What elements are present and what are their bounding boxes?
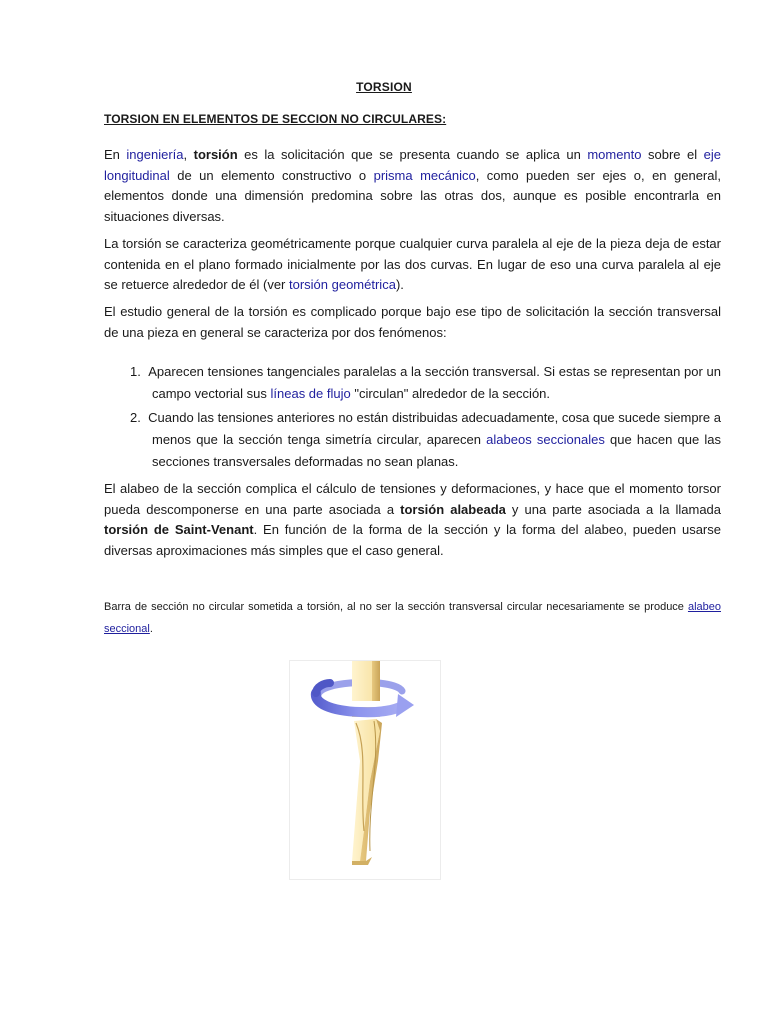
list-item bbox=[104, 407, 721, 473]
inline-link[interactable]: momento bbox=[587, 147, 642, 162]
caption-end: . bbox=[149, 623, 153, 635]
text-run: Cuando las tensiones anteriores no están distribuidas adecuadamente, cosa que sucede siempre a menos que la sección tenga simetría circular, aparecen bbox=[148, 410, 721, 447]
paragraph-definition bbox=[104, 145, 721, 227]
text-run: La torsión se caracteriza geométricamente porque cualquier curva paralela al eje de la pieza deja de estar contenida en el plano formado inicialmente por las dos curvas. En lugar de eso una curva paralela al eje se retuerce alrededor de él (ver bbox=[104, 236, 721, 292]
text-run: , bbox=[183, 147, 194, 162]
bold-term: torsión de Saint-Venant bbox=[104, 522, 254, 537]
text-run: "circulan" alrededor de la sección. bbox=[350, 386, 551, 401]
bold-term: torsión bbox=[193, 147, 238, 162]
text-run: es la solicitación que se presenta cuando se aplica un bbox=[237, 147, 588, 162]
bold-term: torsión alabeada bbox=[400, 501, 506, 517]
text-run: El estudio general de la torsión es complicado porque bajo ese tipo de solicitación la sección transversal de una pieza en general se caracteriza por dos fenómenos: bbox=[104, 304, 721, 340]
phenomena-list bbox=[104, 361, 721, 475]
page-title: TORSION bbox=[356, 80, 412, 94]
caption-text: Barra de sección no circular sometida a torsión, al no ser la sección transversal circular necesariamente se produce bbox=[104, 601, 688, 613]
figure-caption bbox=[104, 596, 721, 640]
text-run: y una parte asociada a la llamada bbox=[505, 501, 722, 517]
list-item-text bbox=[148, 364, 721, 401]
caption-link[interactable]: alabeo seccional bbox=[104, 601, 721, 635]
inline-link[interactable]: torsión geométrica bbox=[288, 277, 396, 292]
inline-link[interactable]: eje longitudinal bbox=[104, 147, 721, 183]
inline-link[interactable]: líneas de flujo bbox=[270, 386, 351, 401]
inline-link[interactable]: prisma mecánico bbox=[373, 167, 476, 183]
twisted-bar-figure bbox=[289, 660, 441, 880]
text-run: En bbox=[104, 147, 127, 162]
text-run: sobre el bbox=[641, 147, 704, 162]
text-run: . En función de la forma de la sección y la forma del alabeo, pueden usarse diversas aproximaciones más simples que el caso general. bbox=[104, 522, 721, 558]
inline-link[interactable]: ingeniería bbox=[126, 147, 184, 162]
text-run: El alabeo de la sección complica el cálculo de tensiones y deformaciones, y hace que el momento torsor pueda descomponerse en una parte asociada a bbox=[104, 481, 721, 517]
list-item bbox=[104, 361, 721, 405]
text-run: que hacen que las secciones transversales deformadas no sean planas. bbox=[152, 432, 721, 469]
twisted-bar-icon bbox=[290, 661, 440, 879]
text-run: , como pueden ser ejes o, en general, elementos donde una dimensión predomina sobre las otras dos, aunque es posible encontrarla en situaciones diversas. bbox=[104, 167, 721, 224]
paragraph-study bbox=[104, 302, 721, 343]
text-run: ). bbox=[395, 277, 404, 292]
paragraph-warping bbox=[104, 479, 721, 561]
list-number: 1. bbox=[130, 364, 141, 379]
list-item-text bbox=[148, 410, 721, 469]
paragraph-geometry bbox=[104, 234, 721, 296]
list-number: 2. bbox=[130, 410, 141, 425]
inline-link[interactable]: alabeos seccionales bbox=[486, 432, 605, 447]
text-run: Aparecen tensiones tangenciales paralelas a la sección transversal. Si estas se representan por un campo vectorial sus bbox=[148, 364, 721, 401]
section-heading: TORSION EN ELEMENTOS DE SECCION NO CIRCULARES: bbox=[104, 112, 447, 126]
text-run: de un elemento constructivo o bbox=[169, 167, 374, 183]
